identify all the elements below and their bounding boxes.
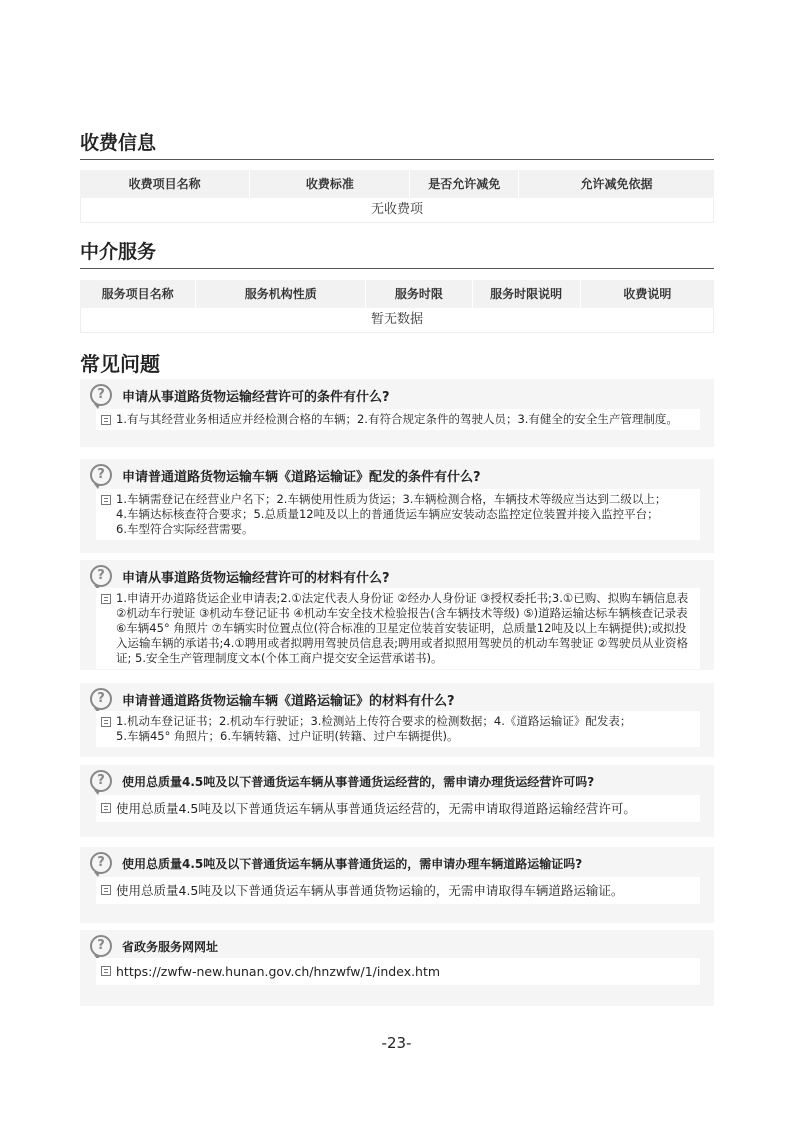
faq-item [80,847,714,923]
page-number: -23- [381,1034,412,1052]
faq-answer [96,877,700,904]
agency-col-fee-note: 收费说明 [623,287,672,301]
fees-col-reduction-allowed: 是否允许减免 [410,170,518,198]
faq-question [90,463,481,487]
agency-table [80,280,714,333]
agency-table-header [80,280,714,308]
fees-section-title: 收费信息 [80,131,714,160]
fees-empty-row: 无收费项 [80,198,714,223]
faq-answer-link[interactable]: https://zwfw-new.hunan.gov.ch/hnzwfw/1/index.htm [116,964,441,979]
faq-item [80,459,714,553]
faq-question-text: 申请从事道路货物运输经营许可的条件有什么? [122,389,390,405]
faq-question-text: 申请普通道路货物运输车辆《道路运输证》的材料有什么? [122,693,455,709]
faq-question-text: 申请从事道路货物运输经营许可的材料有什么? [122,570,390,586]
faq-question-text: 申请普通道路货物运输车辆《道路运输证》配发的条件有什么? [122,469,481,485]
faq-answer [96,795,700,822]
document-icon [101,885,111,895]
faq-item [80,683,714,757]
document-icon [101,717,111,727]
faq-question [90,564,390,588]
agency-col-item-name: 服务项目名称 [80,280,196,308]
question-icon: ? [90,935,112,957]
faq-question [90,934,218,958]
document-icon [101,803,111,813]
faq-section-title: 常见问题 [80,352,160,376]
faq-question [90,687,455,711]
fees-col-item-name: 收费项目名称 [80,170,250,198]
agency-section-title: 中介服务 [80,240,714,269]
faq-answer-line: 证; 5.安全生产管理制度文本(个体工商户提交安全运营承诺书)。 [116,651,443,665]
faq-answer-line: 入运输车辆的承诺书;4.①聘用或者拟聘用驾驶员信息表;聘用或者拟照用驾驶员的机动车驾驶证 ②驾驶员从业资格 [116,636,688,650]
faq-answer-line: 1.有与其经营业务相适应并经检测合格的车辆；2.有符合规定条件的驾驶人员；3.有健全的安全生产管理制度。 [116,412,678,426]
faq-answer-line: 使用总质量4.5吨及以下普通货运车辆从事普通货物运输的，无需申请取得车辆道路运输证。 [116,883,624,898]
fees-col-standard: 收费标准 [250,170,410,198]
question-icon: ? [90,384,112,406]
document-icon [101,594,111,604]
fees-table [80,170,714,223]
faq-item [80,379,714,447]
faq-answer-line: 6.车型符合实际经营需要。 [116,522,254,536]
faq-question [90,851,582,875]
faq-question-text: 使用总质量4.5吨及以下普通货运车辆从事普通货运的，需申请办理车辆道路运输证吗? [122,856,583,871]
faq-answer-line: ⑥车辆45° 角照片 ⑦车辆实时位置点位(符合标准的卫星定位装首安装证明，总质量12吨及以上车辆提供);或拟投 [116,621,687,635]
agency-col-org-type: 服务机构性质 [196,280,366,308]
document-icon [101,966,111,976]
faq-answer [96,588,700,669]
question-icon: ? [90,852,112,874]
question-icon: ? [90,565,112,587]
faq-item [80,930,714,1006]
fees-col-reduction-basis: 允许减免依据 [580,177,653,191]
faq-item [80,560,714,670]
faq-answer-line: 5.车辆45° 角照片；6.车辆转籍、过户证明(转籍、过户车辆提供)。 [116,729,459,743]
faq-question-text: 省政务服务网网址 [122,939,219,954]
faq-answer [96,958,700,985]
faq-question [90,383,390,407]
question-icon: ? [90,688,112,710]
question-icon: ? [90,770,112,792]
faq-answer [96,409,700,430]
agency-col-time-limit: 服务时限 [366,280,472,308]
faq-question [90,769,594,793]
faq-answer-line: ②机动车行驶证 ③机动车登记证书 ④机动车安全技术检验报告(含车辆技术等级) ⑤)道路运输达标车辆核查记录表 [116,606,688,620]
document-icon [101,415,111,425]
faq-answer-line: 使用总质量4.5吨及以下普通货运车辆从事普通货运经营的，无需申请取得道路运输经营许可。 [116,801,636,816]
faq-question-text: 使用总质量4.5吨及以下普通货运车辆从事普通货运经营的，需申请办理货运经营许可吗? [122,774,595,789]
fees-table-header [80,170,714,198]
faq-answer [96,711,700,747]
faq-answer-line: 1.申请开办道路货运企业申请表;2.①法定代表人身份证 ②经办人身份证 ③授权委托书;3.①已购、拟购车辆信息表 [116,591,689,605]
agency-empty-row: 暂无数据 [80,308,714,333]
faq-answer-line: 1.机动车登记证书；2.机动车行驶证；3.检测站上传符合要求的检测数据；4.《道路运输证》配发表； [116,714,632,728]
faq-answer-line: 4.车辆达标核查符合要求；5.总质量12吨及以上的普通货运车辆应安装动态监控定位装置并接入监控平台； [116,507,659,521]
question-icon: ? [90,464,112,486]
faq-answer [96,489,700,540]
document-icon [101,495,111,505]
faq-answer-line: 1.车辆需登记在经营业户名下；2.车辆使用性质为货运；3.车辆检测合格，车辆技术等级应当达到二级以上； [116,492,667,506]
agency-col-time-note: 服务时限说明 [473,280,581,308]
faq-item [80,765,714,837]
